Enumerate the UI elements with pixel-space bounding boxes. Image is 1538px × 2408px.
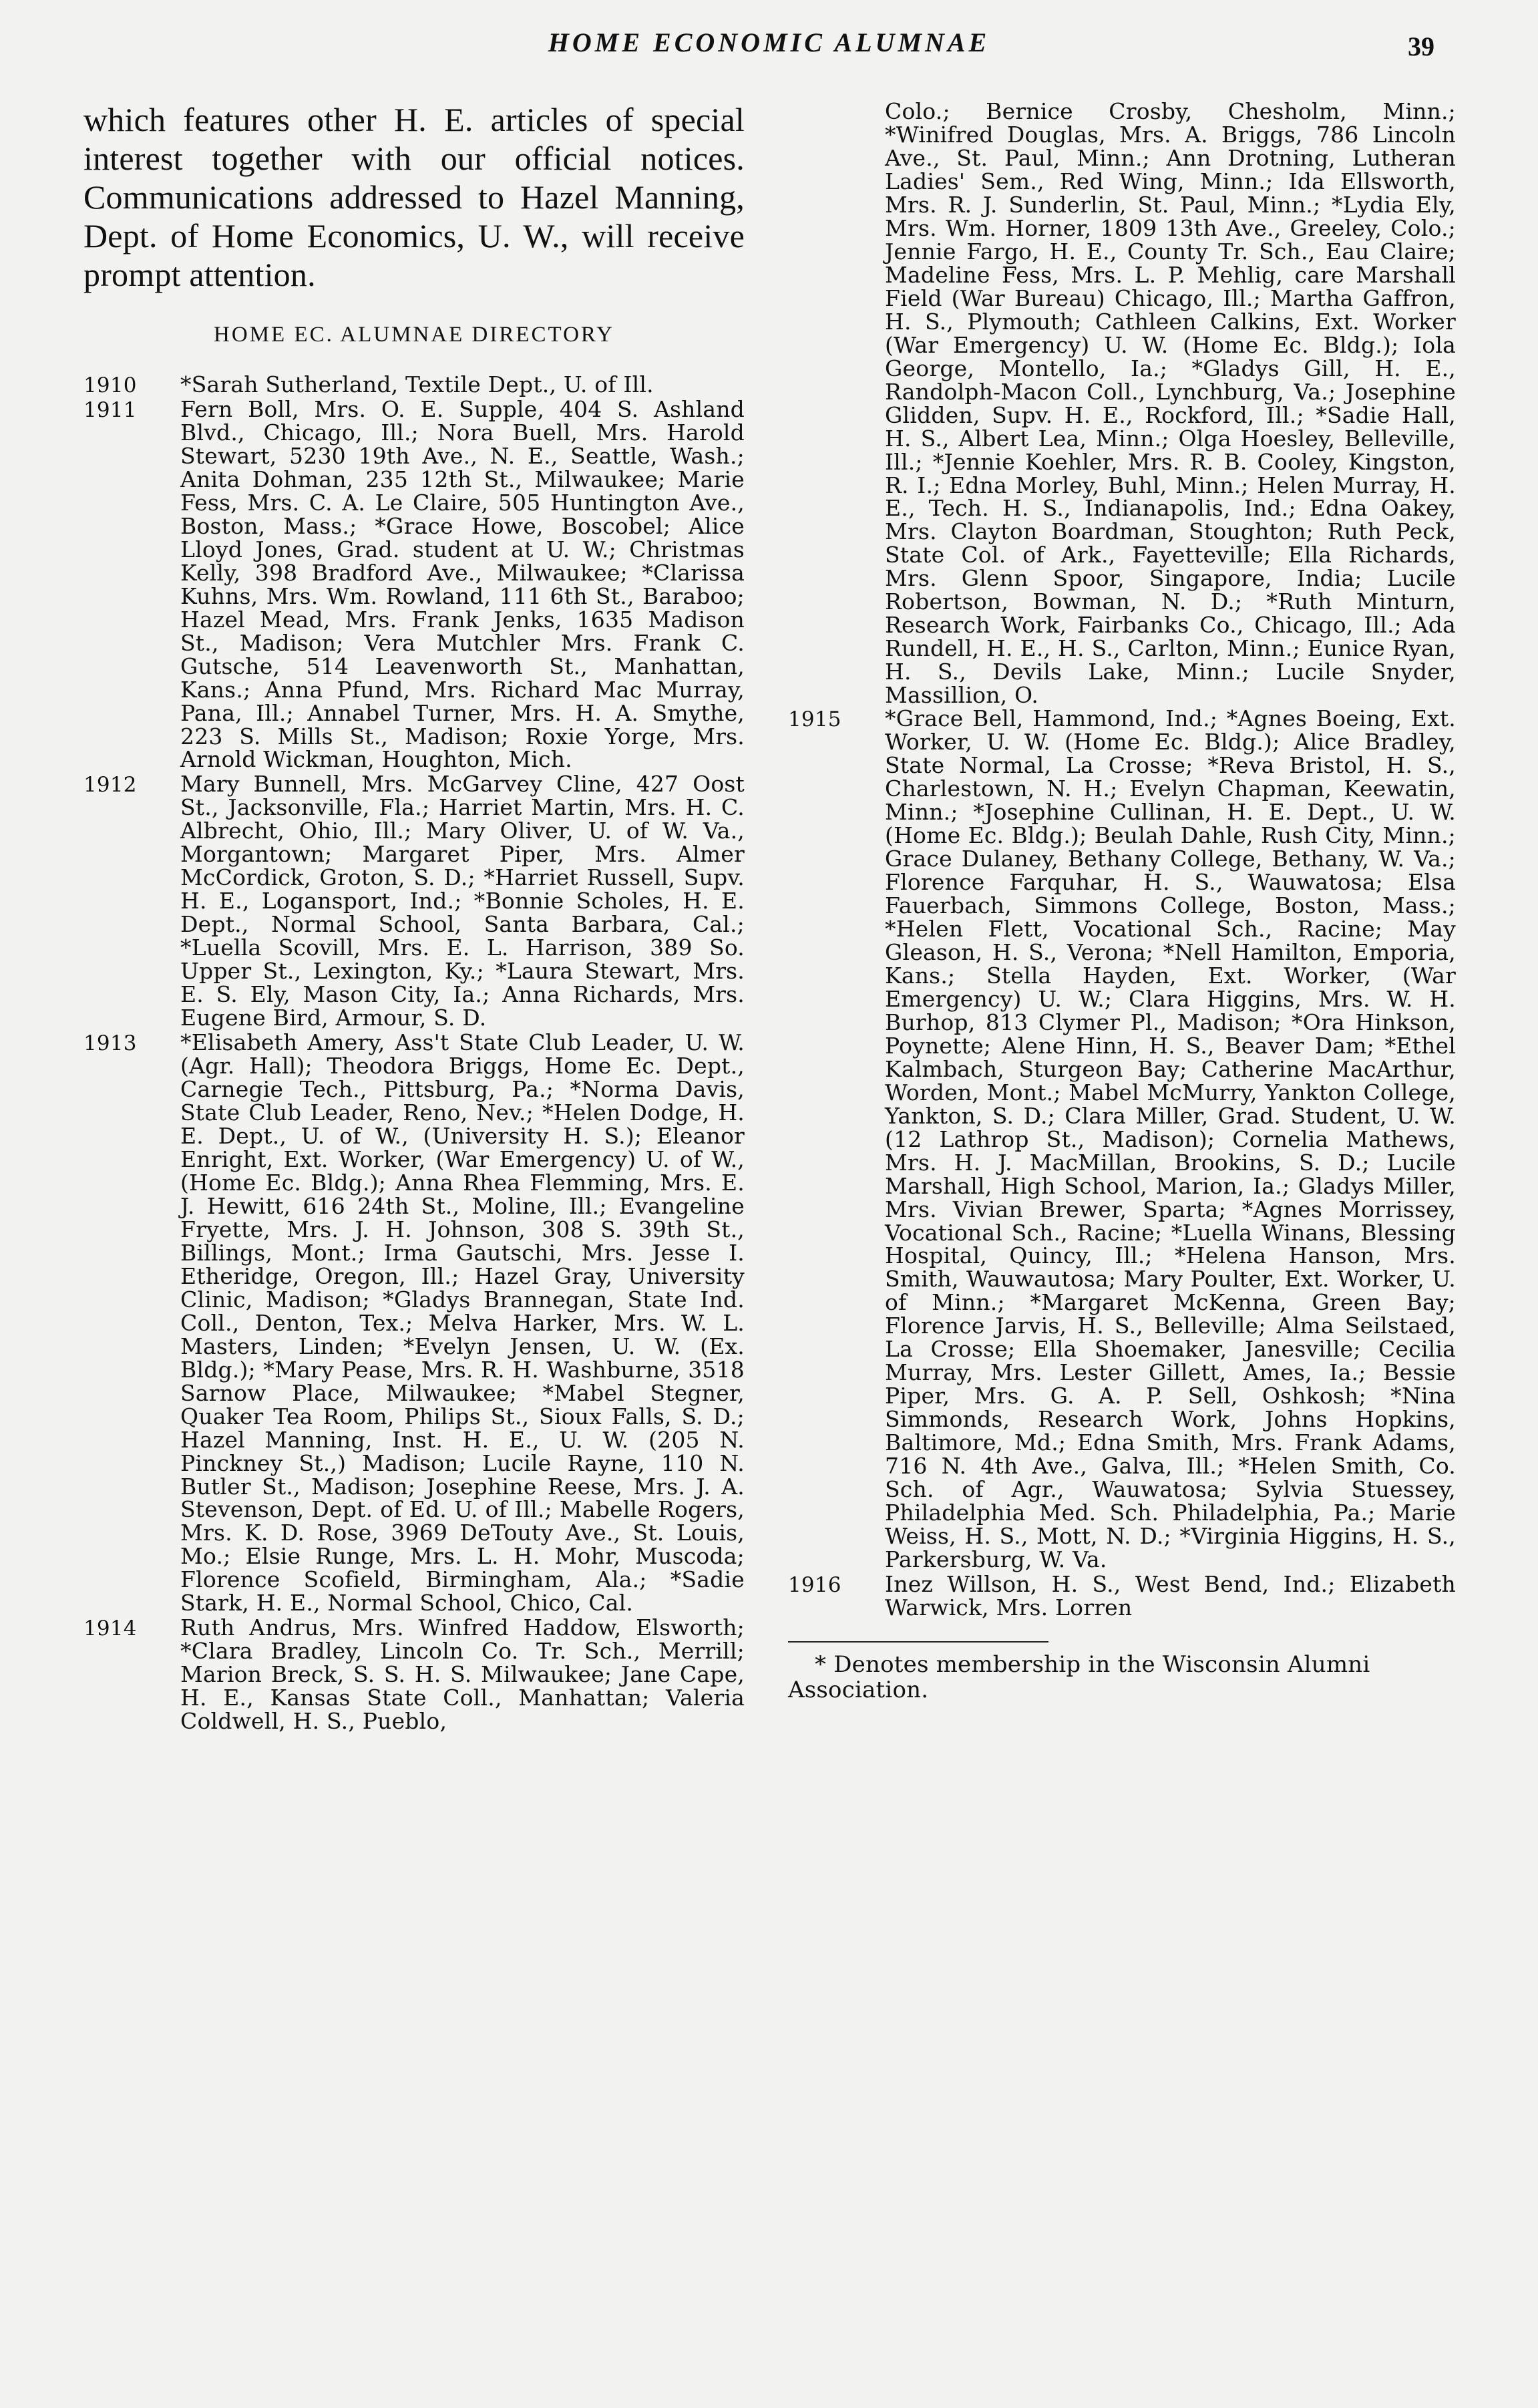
class-year: 1914 xyxy=(83,1616,137,1641)
entry-text: Mary Bunnell, Mrs. McGarvey Cline, 427 Oost St., Jacksonville, Fla.; Harriet Martin, Mrs. H. C. Albrecht, Ohio, Ill.; Mary Oliver, U. of W. Va., Morgantown; Margaret Piper, Mrs. Almer McCordick, Groton, S. D.; *Harriet Russell, Supv. H. E., Logansport, Ind.; *Bonnie Scholes, H. E. Dept., Normal School, Santa Barbara, Cal.; *Luella Scovill, Mrs. E. L. Harrison, 389 So. Upper St., Lexington, Ky.; *Laura Stewart, Mrs. E. S. Ely, Mason City, Ia.; Anna Richards, Mrs. Eugene Bird, Armour, S. D. xyxy=(180,771,745,1031)
directory-entry-1913 xyxy=(83,1031,745,1615)
directory-entry-1911 xyxy=(83,395,745,773)
class-year: 1915 xyxy=(788,707,841,732)
intro-paragraph: which features other H. E. articles of special interest together with our official notices. Communications addressed to Hazel Manning, Dept. of Home Economics, U. W., will receive prompt attention. xyxy=(83,101,745,293)
entry-text: *Grace Bell, Hammond, Ind.; *Agnes Boeing, Ext. Worker, U. W. (Home Ec. Bldg.); Alice Bradley, State Normal, La Crosse; *Reva Bristol, H. S., Charlestown, N. H.; Evelyn Chapman, Keewatin, Minn.; *Josephine Cullinan, H. E. Dept., U. W. (Home Ec. Bldg.); Beulah Dahle, Rush City, Minn.; Grace Dulaney, Bethany College, Bethany, W. Va.; Florence Farquhar, H. S., Wauwatosa; Elsa Fauerbach, Simmons College, Boston, Mass.; *Helen Flett, Vocational Sch., Racine; May Gleason, H. S., Verona; *Nell Hamilton, Emporia, Kans.; Stella Hayden, Ext. Worker, (War Emergency) U. W.; Clara Higgins, Mrs. W. H. Burhop, 813 Clymer Pl., Madison; *Ora Hinkson, Poynette; Alene Hinn, H. S., Beaver Dam; *Ethel Kalmbach, Sturgeon Bay; Catherine MacArthur, Worden, Mont.; Mabel McMurry, Yankton College, Yankton, S. D.; Clara Miller, Grad. Student, U. W. (12 Lathrop St., Madison); Cornelia Mathews, Mrs. H. J. MacMillan, Brookins, S. D.; Lucile Marshall, High School, Marion, Ia.; Gladys Miller, Mrs. Vivian Brewer, Sparta; *Agnes Morrissey, Vocational Sch., Racine; *Luella Winans, Blessing Hospital, Quincy, Ill.; *Helena Hanson, Mrs. Smith, Wauwautosa; Mary Poulter, Ext. Worker, U. of Minn.; *Margaret McKenna, Green Bay; Florence Jarvis, H. S., Belleville; Alma Seilstaed, La Crosse; Ella Shoemaker, Janesville; Cecilia Murray, Mrs. Lester Gillett, Ames, Ia.; Bessie Piper, Mrs. G. A. P. Sell, Oshkosh; *Nina Simmonds, Research Work, Johns Hopkins, Baltimore, Md.; Edna Smith, Mrs. Frank Adams, 716 N. 4th Ave., Galva, Ill.; *Helen Smith, Co. Sch. of Agr., Wauwatosa; Sylvia Stuessey, Philadelphia Med. Sch. Philadelphia, Pa.; Marie Weiss, H. S., Mott, N. D.; *Virginia Higgins, H. S., Parkersburg, W. Va. xyxy=(885,705,1456,1573)
class-year: 1916 xyxy=(788,1573,841,1598)
left-column xyxy=(83,100,745,1735)
class-year: 1913 xyxy=(83,1031,137,1056)
directory-entry-1916 xyxy=(788,1573,1456,1620)
class-year: 1910 xyxy=(83,373,137,397)
directory-title: HOME EC. ALUMNAE DIRECTORY xyxy=(214,323,614,347)
entry-text: Ruth Andrus, Mrs. Winfred Haddow, Elsworth; *Clara Bradley, Lincoln Co. Tr. Sch., Merrill; Marion Breck, S. S. H. S. Milwaukee; Jane Cape, H. E., Kansas State Coll., Manhattan; Valeria Coldwell, H. S., Pueblo, xyxy=(180,1614,745,1735)
footnote: * Denotes membership in the Wisconsin Alumni Association. xyxy=(788,1651,1370,1704)
directory-entry-1915 xyxy=(788,707,1456,1572)
directory-entry-1912 xyxy=(83,773,745,1030)
right-column xyxy=(788,100,1456,1703)
entry-continuation-1914: Colo.; Bernice Crosby, Chesholm, Minn.; *Winifred Douglas, Mrs. A. Briggs, 786 Lincoln Ave., St. Paul, Minn.; Ann Drotning, Lutheran Ladies' Sem., Red Wing, Minn.; Ida Ellsworth, Mrs. R. J. Sunderlin, St. Paul, Minn.; *Lydia Ely, Mrs. Wm. Horner, 1809 13th Ave., Greeley, Colo.; Jennie Fargo, H. E., County Tr. Sch., Eau Claire; Madeline Fess, Mrs. L. P. Mehlig, care Marshall Field (War Bureau) Chicago, Ill.; Martha Gaffron, H. S., Plymouth; Cathleen Calkins, Ext. Worker (War Emergency) U. W. (Home Ec. Bldg.); Iola George, Montello, Ia.; *Gladys Gill, H. E., Randolph-Macon Coll., Lynchburg, Va.; Josephine Glidden, Supv. H. E., Rockford, Ill.; *Sadie Hall, H. S., Albert Lea, Minn.; Olga Hoesley, Belleville, Ill.; *Jennie Koehler, Mrs. R. B. Cooley, Kingston, R. I.; Edna Morley, Buhl, Minn.; Helen Murray, H. E., Tech. H. S., Indianapolis, Ind.; Edna Oakey, Mrs. Clayton Boardman, Stoughton; Ruth Peck, State Col. of Ark., Fayetteville; Ella Richards, Mrs. Glenn Spoor, Singapore, India; Lucile Robertson, Bowman, N. D.; *Ruth Minturn, Research Work, Fairbanks Co., Chicago, Ill.; Ada Rundell, H. E., H. S., Carlton, Minn.; Eunice Ryan, H. S., Devils Lake, Minn.; Lucile Snyder, Massillion, O. xyxy=(885,98,1456,709)
footnote-rule xyxy=(788,1641,1048,1643)
entry-text: Inez Willson, H. S., West Bend, Ind.; Elizabeth Warwick, Mrs. Lorren xyxy=(885,1571,1456,1620)
directory-entry-1914 xyxy=(83,1616,745,1733)
running-title: HOME ECONOMIC ALUMNAE xyxy=(548,27,990,57)
directory-entry-1910 xyxy=(83,373,745,397)
class-year: 1911 xyxy=(83,397,137,422)
entry-text: *Sarah Sutherland, Textile Dept., U. of Ill. xyxy=(180,371,654,397)
entry-text: Fern Boll, Mrs. O. E. Supple, 404 S. Ashland Blvd., Chicago, Ill.; Nora Buell, Mrs. Harold Stewart, 5230 19th Ave., N. E., Seattle, Wash.; Anita Dohman, 235 12th St., Milwaukee; Marie Fess, Mrs. C. A. Le Claire, 505 Huntington Ave., Boston, Mass.; *Grace Howe, Boscobel; Alice Lloyd Jones, Grad. student at U. W.; Christmas Kelly, 398 Bradford Ave., Milwaukee; *Clarissa Kuhns, Mrs. Wm. Rowland, 111 6th St., Baraboo; Hazel Mead, Mrs. Frank Jenks, 1635 Madison St., Madison; Vera Mutchler Mrs. Frank C. Gutsche, 514 Leavenworth St., Manhattan, Kans.; Anna Pfund, Mrs. Richard Mac Murray, Pana, Ill.; Annabel Turner, Mrs. H. A. Smythe, 223 S. Mills St., Madison; Roxie Yorge, Mrs. Arnold Wickman, Houghton, Mich. xyxy=(180,395,745,773)
page-header xyxy=(0,15,1538,68)
page-number: 39 xyxy=(1408,31,1434,61)
entry-text: *Elisabeth Amery, Ass't State Club Leader, U. W. (Agr. Hall); Theodora Briggs, Home Ec. Dept., Carnegie Tech., Pittsburg, Pa.; *Norma Davis, State Club Leader, Reno, Nev.; *Helen Dodge, H. E. Dept., U. of W., (University H. S.); Eleanor Enright, Ext. Worker, (War Emergency) U. of W., (Home Ec. Bldg.); Anna Rhea Flemming, Mrs. E. J. Hewitt, 616 24th St., Moline, Ill.; Evangeline Fryette, Mrs. J. H. Johnson, 308 S. 39th St., Billings, Mont.; Irma Gautschi, Mrs. Jesse I. Etheridge, Oregon, Ill.; Hazel Gray, University Clinic, Madison; *Gladys Brannegan, State Ind. Coll., Denton, Tex.; Melva Harker, Mrs. W. L. Masters, Linden; *Evelyn Jensen, U. W. (Ex. Bldg.); *Mary Pease, Mrs. R. H. Washburne, 3518 Sarnow Place, Milwaukee; *Mabel Stegner, Quaker Tea Room, Philips St., Sioux Falls, S. D.; Hazel Manning, Inst. H. E., U. W. (205 N. Pinckney St.,) Madison; Lucile Rayne, 110 N. Butler St., Madison; Josephine Reese, Mrs. J. A. Stevenson, Dept. of Ed. U. of Ill.; Mabelle Rogers, Mrs. K. D. Rose, 3969 DeTouty Ave., St. Louis, Mo.; Elsie Runge, Mrs. L. H. Mohr, Muscoda; Florence Scofield, Birmingham, Ala.; *Sadie Stark, H. E., Normal School, Chico, Cal. xyxy=(180,1029,745,1616)
class-year: 1912 xyxy=(83,773,137,798)
